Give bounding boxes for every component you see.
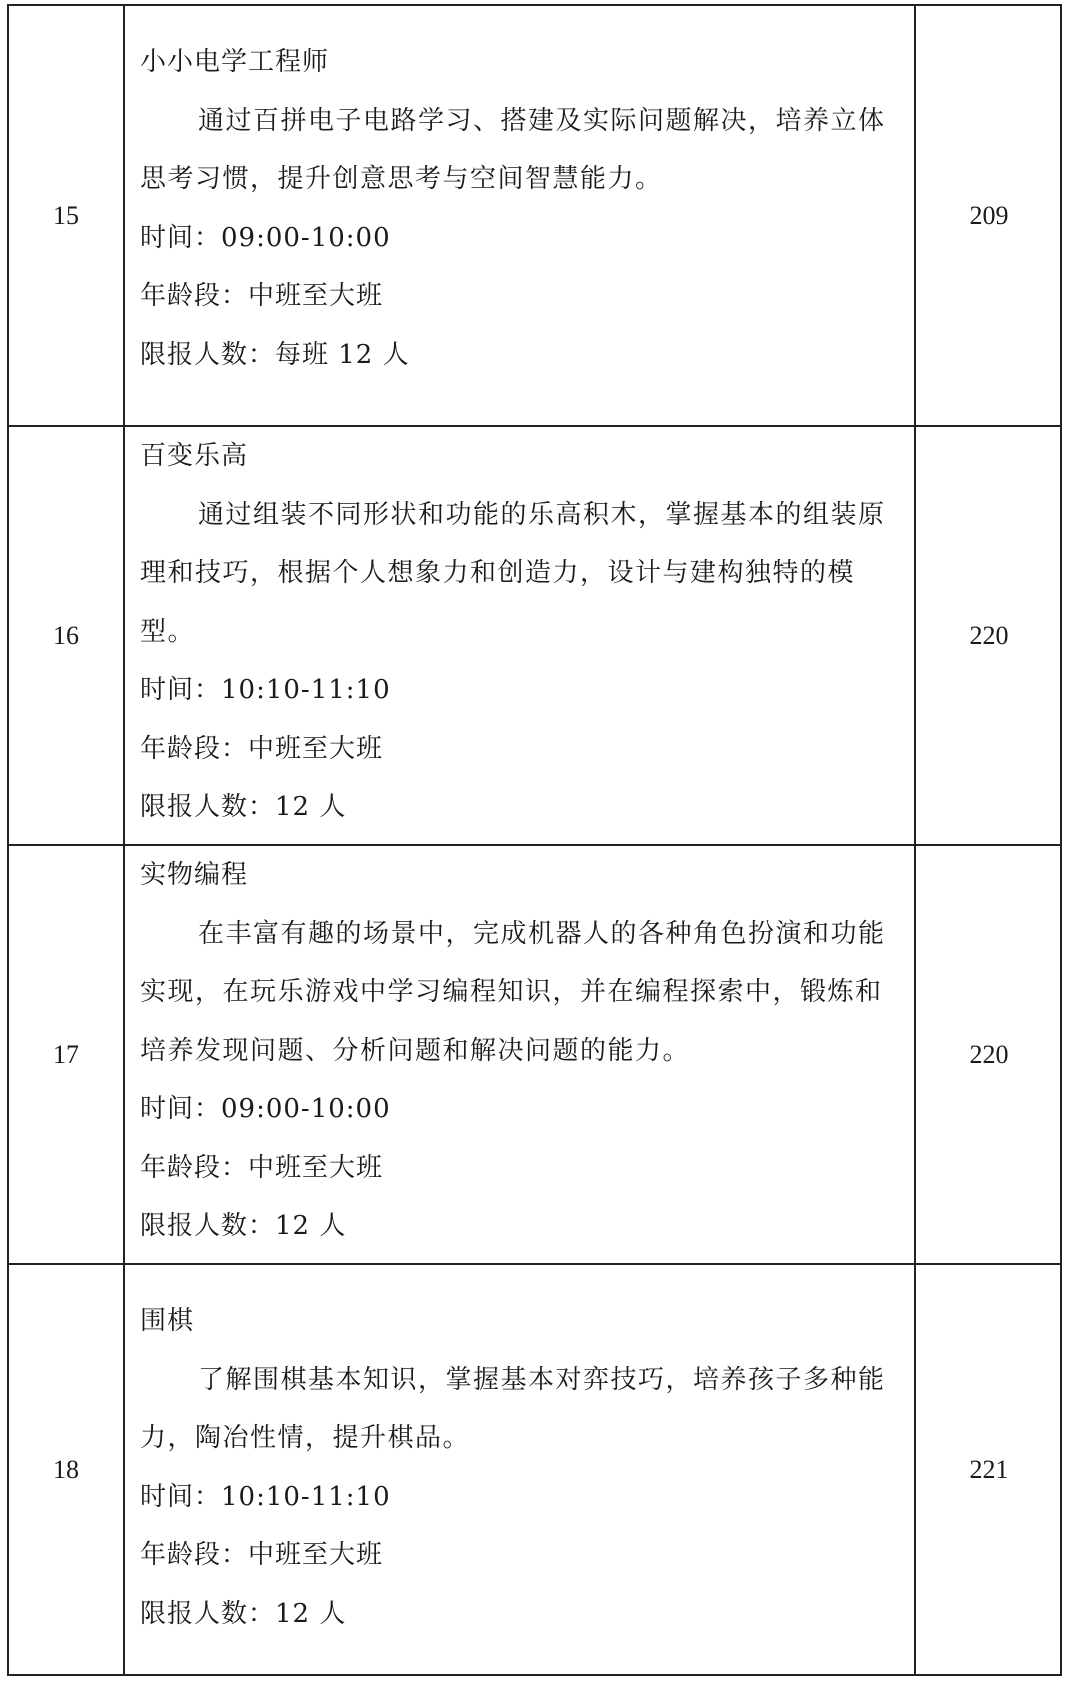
course-time: 时间：10:10-11:10 <box>140 675 391 705</box>
course-details <box>125 1265 916 1674</box>
course-description: 了解围棋基本知识，掌握基本对弈技巧，培养孩子多种能力，陶冶性情，提升棋品。 <box>140 1364 886 1453</box>
row-index: 18 <box>9 1265 125 1674</box>
row-value: 221 <box>969 1454 1009 1484</box>
row-value: 220 <box>969 620 1009 650</box>
course-title: 实物编程 <box>140 860 249 890</box>
course-description: 通过组装不同形状和功能的乐高积木，掌握基本的组装原理和技巧，根据个人想象力和创造力，设计与建构独特的模型。 <box>140 499 886 647</box>
course-details <box>125 6 916 425</box>
course-description: 在丰富有趣的场景中，完成机器人的各种角色扮演和功能实现，在玩乐游戏中学习编程知识，并在编程探索中，锻炼和培养发现问题、分析问题和解决问题的能力。 <box>140 918 886 1066</box>
table-row <box>9 1263 1060 1674</box>
course-enrollment-limit: 限报人数：12 人 <box>140 1598 347 1629</box>
course-time: 时间：09:00-10:00 <box>140 1094 391 1124</box>
table-row <box>9 425 1060 844</box>
table-row <box>9 6 1060 425</box>
course-enrollment-limit: 限报人数：每班 12 人 <box>140 339 410 370</box>
course-description: 通过百拼电子电路学习、搭建及实际问题解决，培养立体思考习惯，提升创意思考与空间智慧能力。 <box>140 105 886 194</box>
row-index: 16 <box>9 427 125 844</box>
course-age-range: 年龄段：中班至大班 <box>140 1540 384 1570</box>
table-row <box>9 844 1060 1263</box>
row-value: 209 <box>969 200 1009 230</box>
course-title: 百变乐高 <box>140 441 249 471</box>
course-enrollment-limit: 限报人数：12 人 <box>140 1211 347 1241</box>
row-index: 15 <box>9 6 125 425</box>
course-title: 小小电学工程师 <box>140 47 330 77</box>
course-details <box>125 427 916 844</box>
course-age-range: 年龄段：中班至大班 <box>140 1152 384 1183</box>
course-age-range: 年龄段：中班至大班 <box>140 281 384 311</box>
course-title: 围棋 <box>140 1306 195 1336</box>
row-value: 220 <box>969 1039 1009 1069</box>
course-time: 时间：09:00-10:00 <box>140 222 391 253</box>
course-age-range: 年龄段：中班至大班 <box>140 733 384 764</box>
course-table <box>7 4 1062 1676</box>
course-time: 时间：10:10-11:10 <box>140 1481 391 1512</box>
course-details <box>125 846 916 1263</box>
course-enrollment-limit: 限报人数：12 人 <box>140 792 347 822</box>
row-index: 17 <box>9 846 125 1263</box>
